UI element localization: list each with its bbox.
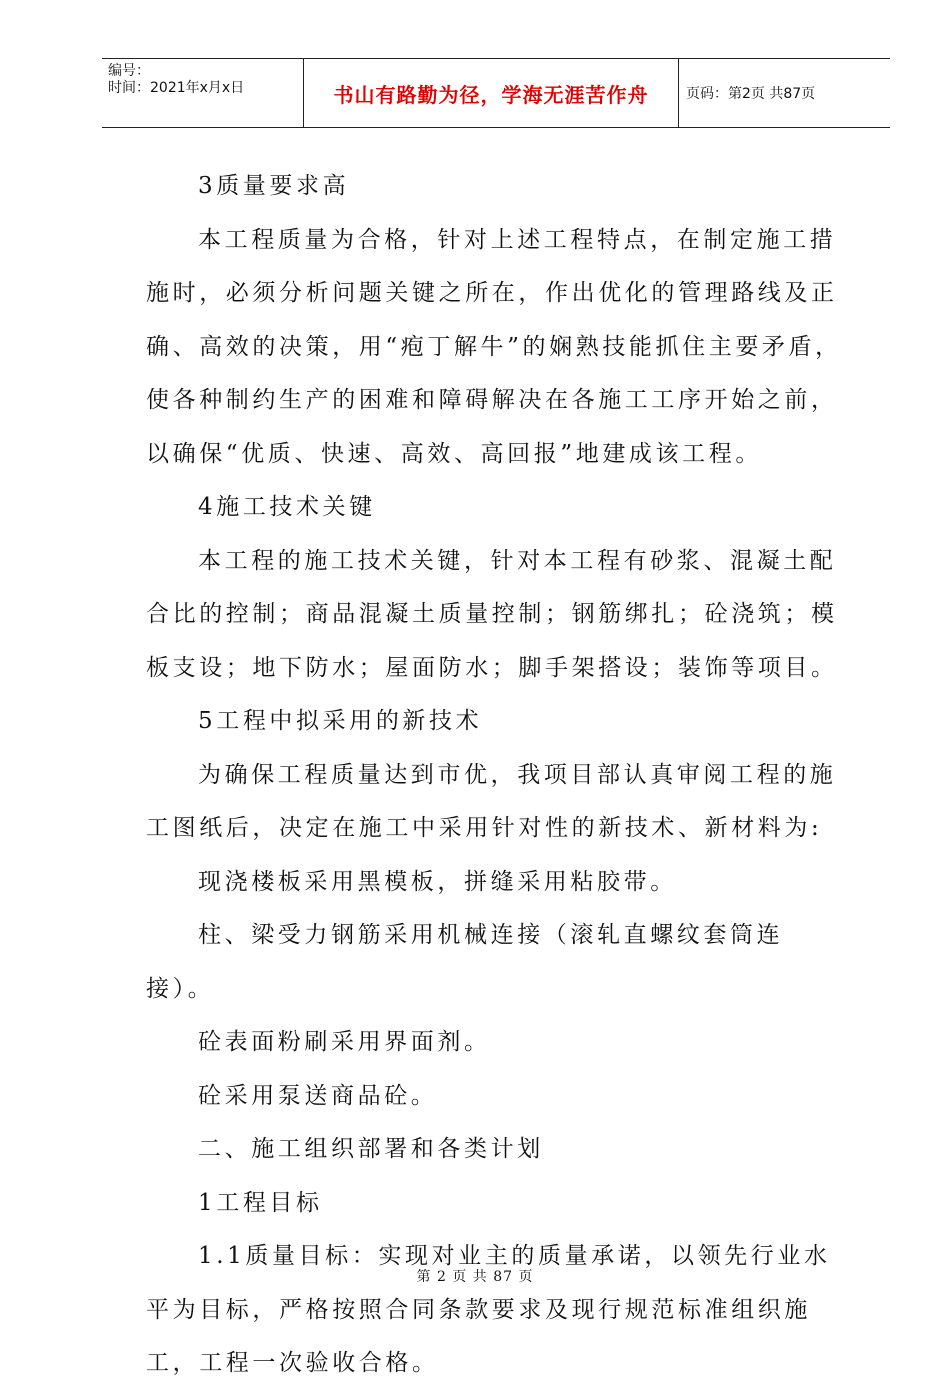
header-motto: 书山有路勤为径，学海无涯苦作舟 xyxy=(304,59,679,127)
page-header xyxy=(102,58,890,128)
header-page-label: 页码：第2页 共87页 xyxy=(686,86,816,102)
header-meta-cell xyxy=(102,59,304,127)
chapter-heading: 二、施工组织部署和各类计划 xyxy=(198,1136,544,1162)
section-heading: 5工程中拟采用的新技术 xyxy=(198,708,483,734)
section-heading: 4施工技术关键 xyxy=(198,494,376,520)
paragraph: 为确保工程质量达到市优，我项目部认真审阅工程的施工图纸后，决定在施工中采用针对性的新技术、新材料为: xyxy=(146,761,837,841)
list-item: 砼采用泵送商品砼。 xyxy=(198,1082,438,1109)
list-item: 砼表面粉刷采用界面剂。 xyxy=(198,1029,491,1055)
section-heading: 1工程目标 xyxy=(198,1189,323,1216)
document-time-label: 时间：2021年x月x日 xyxy=(108,80,245,96)
paragraph: 本工程的施工技术关键，针对本工程有砂浆、混凝土配合比的控制；商品混凝土质量控制；钢筋绑扎；砼浇筑；模板支设；地下防水；屋面防水；脚手架搭设；装饰等项目。 xyxy=(146,547,838,681)
document-number-label: 编号： xyxy=(108,63,150,79)
list-item: 现浇楼板采用黑模板，拼缝采用粘胶带。 xyxy=(198,868,677,895)
paragraph: 1.1质量目标：实现对业主的质量承诺，以领先行业水平为目标，严格按照合同条款要求及现行规范标准组织施工，工程一次验收合格。 xyxy=(146,1243,831,1376)
document-body xyxy=(146,160,850,1391)
paragraph: 本工程质量为合格，针对上述工程特点，在制定施工措施时，必须分析问题关键之所在，作出优化的管理路线及正确、高效的决策，用“疱丁解牛”的娴熟技能抓住主要矛盾，使各种制约生产的困难和障碍解决在各施工工序开始之前，以确保“优质、快速、高效、高回报”地建成该工程。 xyxy=(146,226,842,467)
page-footer: 第 2 页 共 87 页 xyxy=(416,1269,534,1285)
list-item: 柱、梁受力钢筋采用机械连接（滚轧直螺纹套筒连接）。 xyxy=(146,922,784,1002)
section-heading: 3质量要求高 xyxy=(198,173,350,199)
